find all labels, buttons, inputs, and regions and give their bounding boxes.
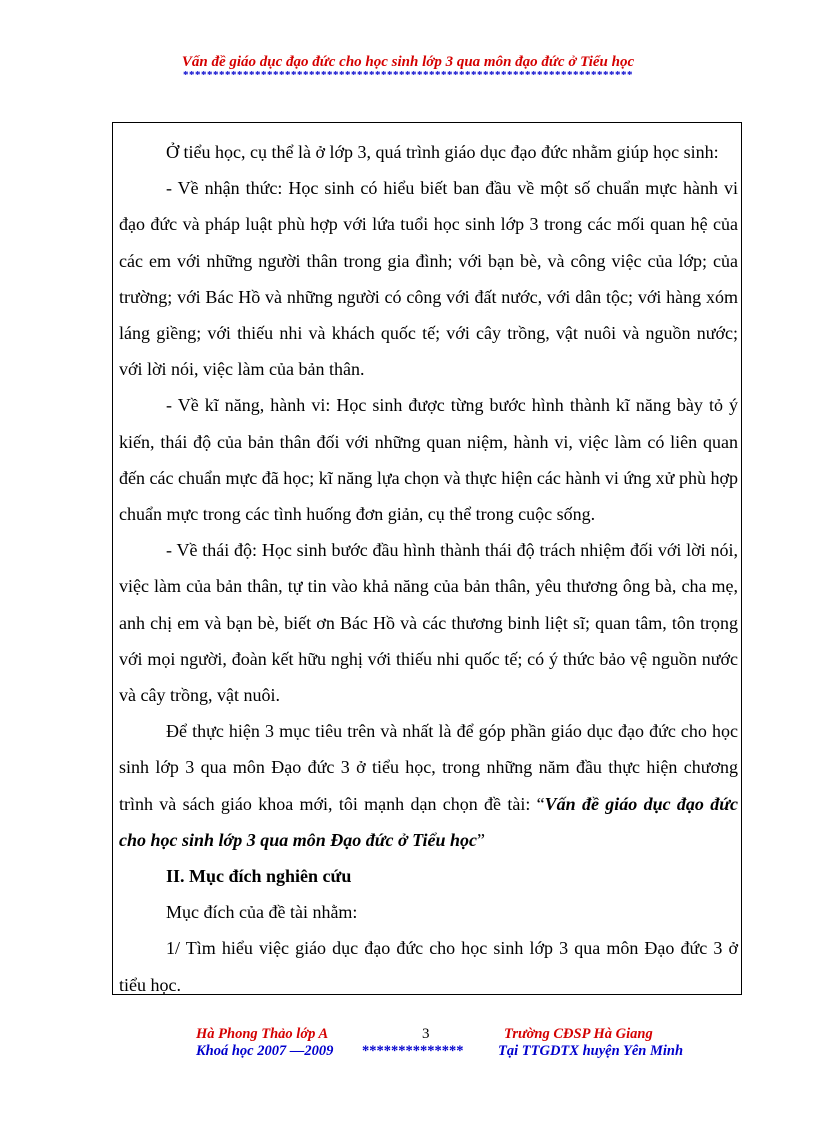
- header-star-divider: ***************************************************************************: [183, 69, 633, 81]
- topic-close-quote: ”: [476, 829, 485, 850]
- paragraph-attitude: - Về thái độ: Học sinh bước đầu hình thành thái độ trách nhiệm đối với lời nói, việc làm của bản thân, tự tin vào khả năng của bản thân, yêu thương ông bà, cha mẹ, anh chị em và bạn bè, biết ơn Bác Hồ và các thương binh liệt sĩ; quan tâm, tôn trọng với mọi người, đoàn kết hữu nghị với thiếu nhi quốc tế; có ý thức bảo vệ nguồn nước và cây trồng, vật nuôi.: [119, 540, 738, 706]
- paragraph-skills: - Về kĩ năng, hành vi: Học sinh được từng bước hình thành kĩ năng bày tỏ ý kiến, thái độ của bản thân đối với những quan niệm, hành vi, việc làm có liên quan đến các chuẩn mực đã học; kĩ năng lựa chọn và thực hiện các hành vi ứng xử phù hợp chuẩn mực trong các tình huống đơn giản, cụ thể trong cuộc sống.: [119, 395, 738, 525]
- paragraph-purpose-intro: Mục đích của đề tài nhằm:: [166, 902, 358, 923]
- footer-course: Khoá học 2007 —2009: [196, 1043, 334, 1059]
- page-body: [119, 134, 738, 1003]
- paragraph-purpose-item-1: 1/ Tìm hiểu việc giáo dục đạo đức cho học sinh lớp 3 qua môn Đạo đức 3 ở tiểu học.: [119, 938, 738, 995]
- footer-author: Hà Phong Thảo lớp A: [196, 1026, 329, 1042]
- running-header-title: Vấn đề giáo dục đạo đức cho học sinh lớp 3 qua môn đạo đức ở Tiểu học: [181, 54, 635, 70]
- paragraph-intro: Ở tiểu học, cụ thể là ở lớp 3, quá trình giáo dục đạo đức nhằm giúp học sinh:: [166, 142, 719, 162]
- page-footer: [0, 1026, 816, 1066]
- topic-title: Vấn đề giáo dục đạo đức cho học sinh lớp 3 qua môn Đạo đức ở Tiểu học: [119, 793, 738, 850]
- topic-intro-text: Để thực hiện 3 mục tiêu trên và nhất là để góp phần giáo dục đạo đức cho học sinh lớp 3 qua môn Đạo đức 3 ở tiểu học, trong những năm đầu thực hiện chương trình và sách giáo khoa mới, tôi mạnh dạn chọn đề tài: “: [119, 721, 738, 814]
- footer-star-divider: **************: [362, 1043, 464, 1059]
- paragraph-topic-choice: [119, 713, 738, 858]
- page-number: 3: [422, 1026, 430, 1042]
- paragraph-awareness: - Về nhận thức: Học sinh có hiểu biết ban đầu về một số chuẩn mực hành vi đạo đức và pháp luật phù hợp với lứa tuổi học sinh lớp 3 trong các mối quan hệ của các em với những người thân trong gia đình; với bạn bè, và công việc của lớp; của trường; với Bác Hồ và những người có công với đất nước, với dân tộc; với hàng xóm láng giềng; với thiếu nhi và khách quốc tế; với cây trồng, vật nuôi và nguồn nước; với lời nói, việc làm của bản thân.: [119, 178, 738, 380]
- footer-location: Tại TTGDTX huyện Yên Minh: [498, 1043, 684, 1059]
- footer-school: Trường CĐSP Hà Giang: [504, 1026, 653, 1042]
- section-heading-purpose: II. Mục đích nghiên cứu: [166, 866, 352, 887]
